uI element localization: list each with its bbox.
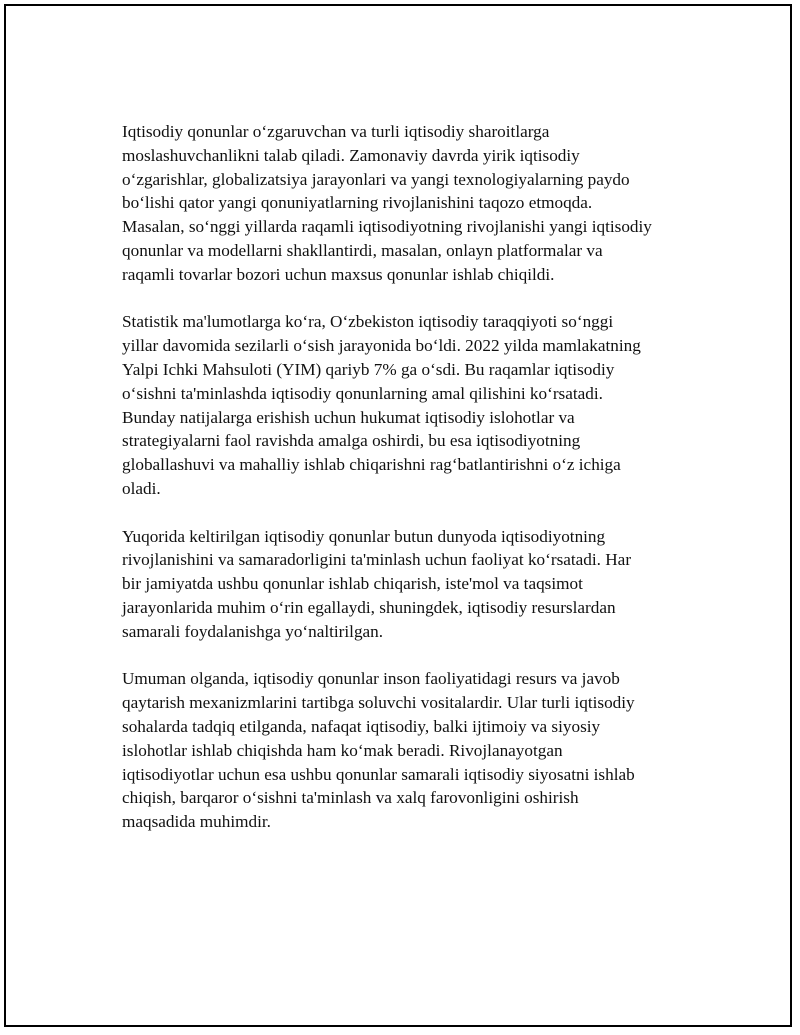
- text-line: strategiyalarni faol ravishda amalga oshirdi, bu esa iqtisodiyotning: [122, 431, 581, 451]
- text-line: rivojlanishini va samaradorligini ta'minlash uchun faoliyat ko‘rsatadi. Har: [122, 550, 632, 570]
- text-line: Bunday natijalarga erishish uchun hukumat iqtisodiy islohotlar va: [122, 407, 575, 427]
- text-line: iqtisodiyotlar uchun esa ushbu qonunlar samarali iqtisodiy siyosatni ishlab: [122, 764, 635, 784]
- text-line: Yalpi Ichki Mahsuloti (YIM) qariyb 7% ga o‘sdi. Bu raqamlar iqtisodiy: [122, 359, 615, 379]
- text-line: o‘zgarishlar, globalizatsiya jarayonlari va yangi texnologiyalarning paydo: [122, 169, 630, 189]
- text-line: bo‘lishi qator yangi qonuniyatlarning rivojlanishini taqozo etmoqda.: [122, 193, 593, 213]
- text-line: raqamli tovarlar bozori uchun maxsus qonunlar ishlab chiqildi.: [122, 264, 555, 284]
- text-line: Yuqorida keltirilgan iqtisodiy qonunlar butun dunyoda iqtisodiyotning: [122, 526, 606, 546]
- text-line: oladi.: [122, 478, 161, 498]
- text-line: sohalarda tadqiq etilganda, nafaqat iqtisodiy, balki ijtimoiy va siyosiy: [122, 716, 601, 736]
- text-line: Iqtisodiy qonunlar o‘zgaruvchan va turli iqtisodiy sharoitlarga: [122, 122, 550, 141]
- document-body: [122, 120, 702, 858]
- text-line: chiqish, barqaror o‘sishni ta'minlash va xalq farovonligini oshirish: [122, 788, 579, 808]
- paragraph-3: [122, 525, 702, 644]
- paragraph-4: [122, 667, 702, 834]
- text-line: moslashuvchanlikni talab qiladi. Zamonaviy davrda yirik iqtisodiy: [122, 145, 580, 165]
- text-line: yillar davomida sezilarli o‘sish jarayonida bo‘ldi. 2022 yilda mamlakatning: [122, 336, 641, 356]
- text-line: Umuman olganda, iqtisodiy qonunlar inson faoliyatidagi resurs va javob: [122, 669, 620, 689]
- text-line: maqsadida muhimdir.: [122, 812, 271, 832]
- text-line: Masalan, so‘nggi yillarda raqamli iqtisodiyotning rivojlanishi yangi iqtisodiy: [122, 217, 652, 237]
- text-line: jarayonlarida muhim o‘rin egallaydi, shuningdek, iqtisodiy resurslardan: [122, 597, 616, 617]
- text-line: o‘sishni ta'minlashda iqtisodiy qonunlarning amal qilishini ko‘rsatadi.: [122, 383, 603, 403]
- paragraph-2: [122, 310, 702, 500]
- text-line: globallashuvi va mahalliy ishlab chiqarishni rag‘batlantirishni o‘z ichiga: [122, 455, 621, 475]
- paragraph-1: [122, 120, 702, 287]
- text-line: islohotlar ishlab chiqishda ham ko‘mak beradi. Rivojlanayotgan: [122, 740, 563, 760]
- text-line: qonunlar va modellarni shakllantirdi, masalan, onlayn platformalar va: [122, 240, 603, 260]
- text-line: bir jamiyatda ushbu qonunlar ishlab chiqarish, iste'mol va taqsimot: [122, 574, 583, 594]
- text-line: qaytarish mexanizmlarini tartibga soluvchi vositalardir. Ular turli iqtisodiy: [122, 693, 635, 713]
- text-line: samarali foydalanishga yo‘naltirilgan.: [122, 621, 384, 641]
- document-page: [4, 4, 792, 1027]
- text-line: Statistik ma'lumotlarga ko‘ra, O‘zbekiston iqtisodiy taraqqiyoti so‘nggi: [122, 312, 614, 332]
